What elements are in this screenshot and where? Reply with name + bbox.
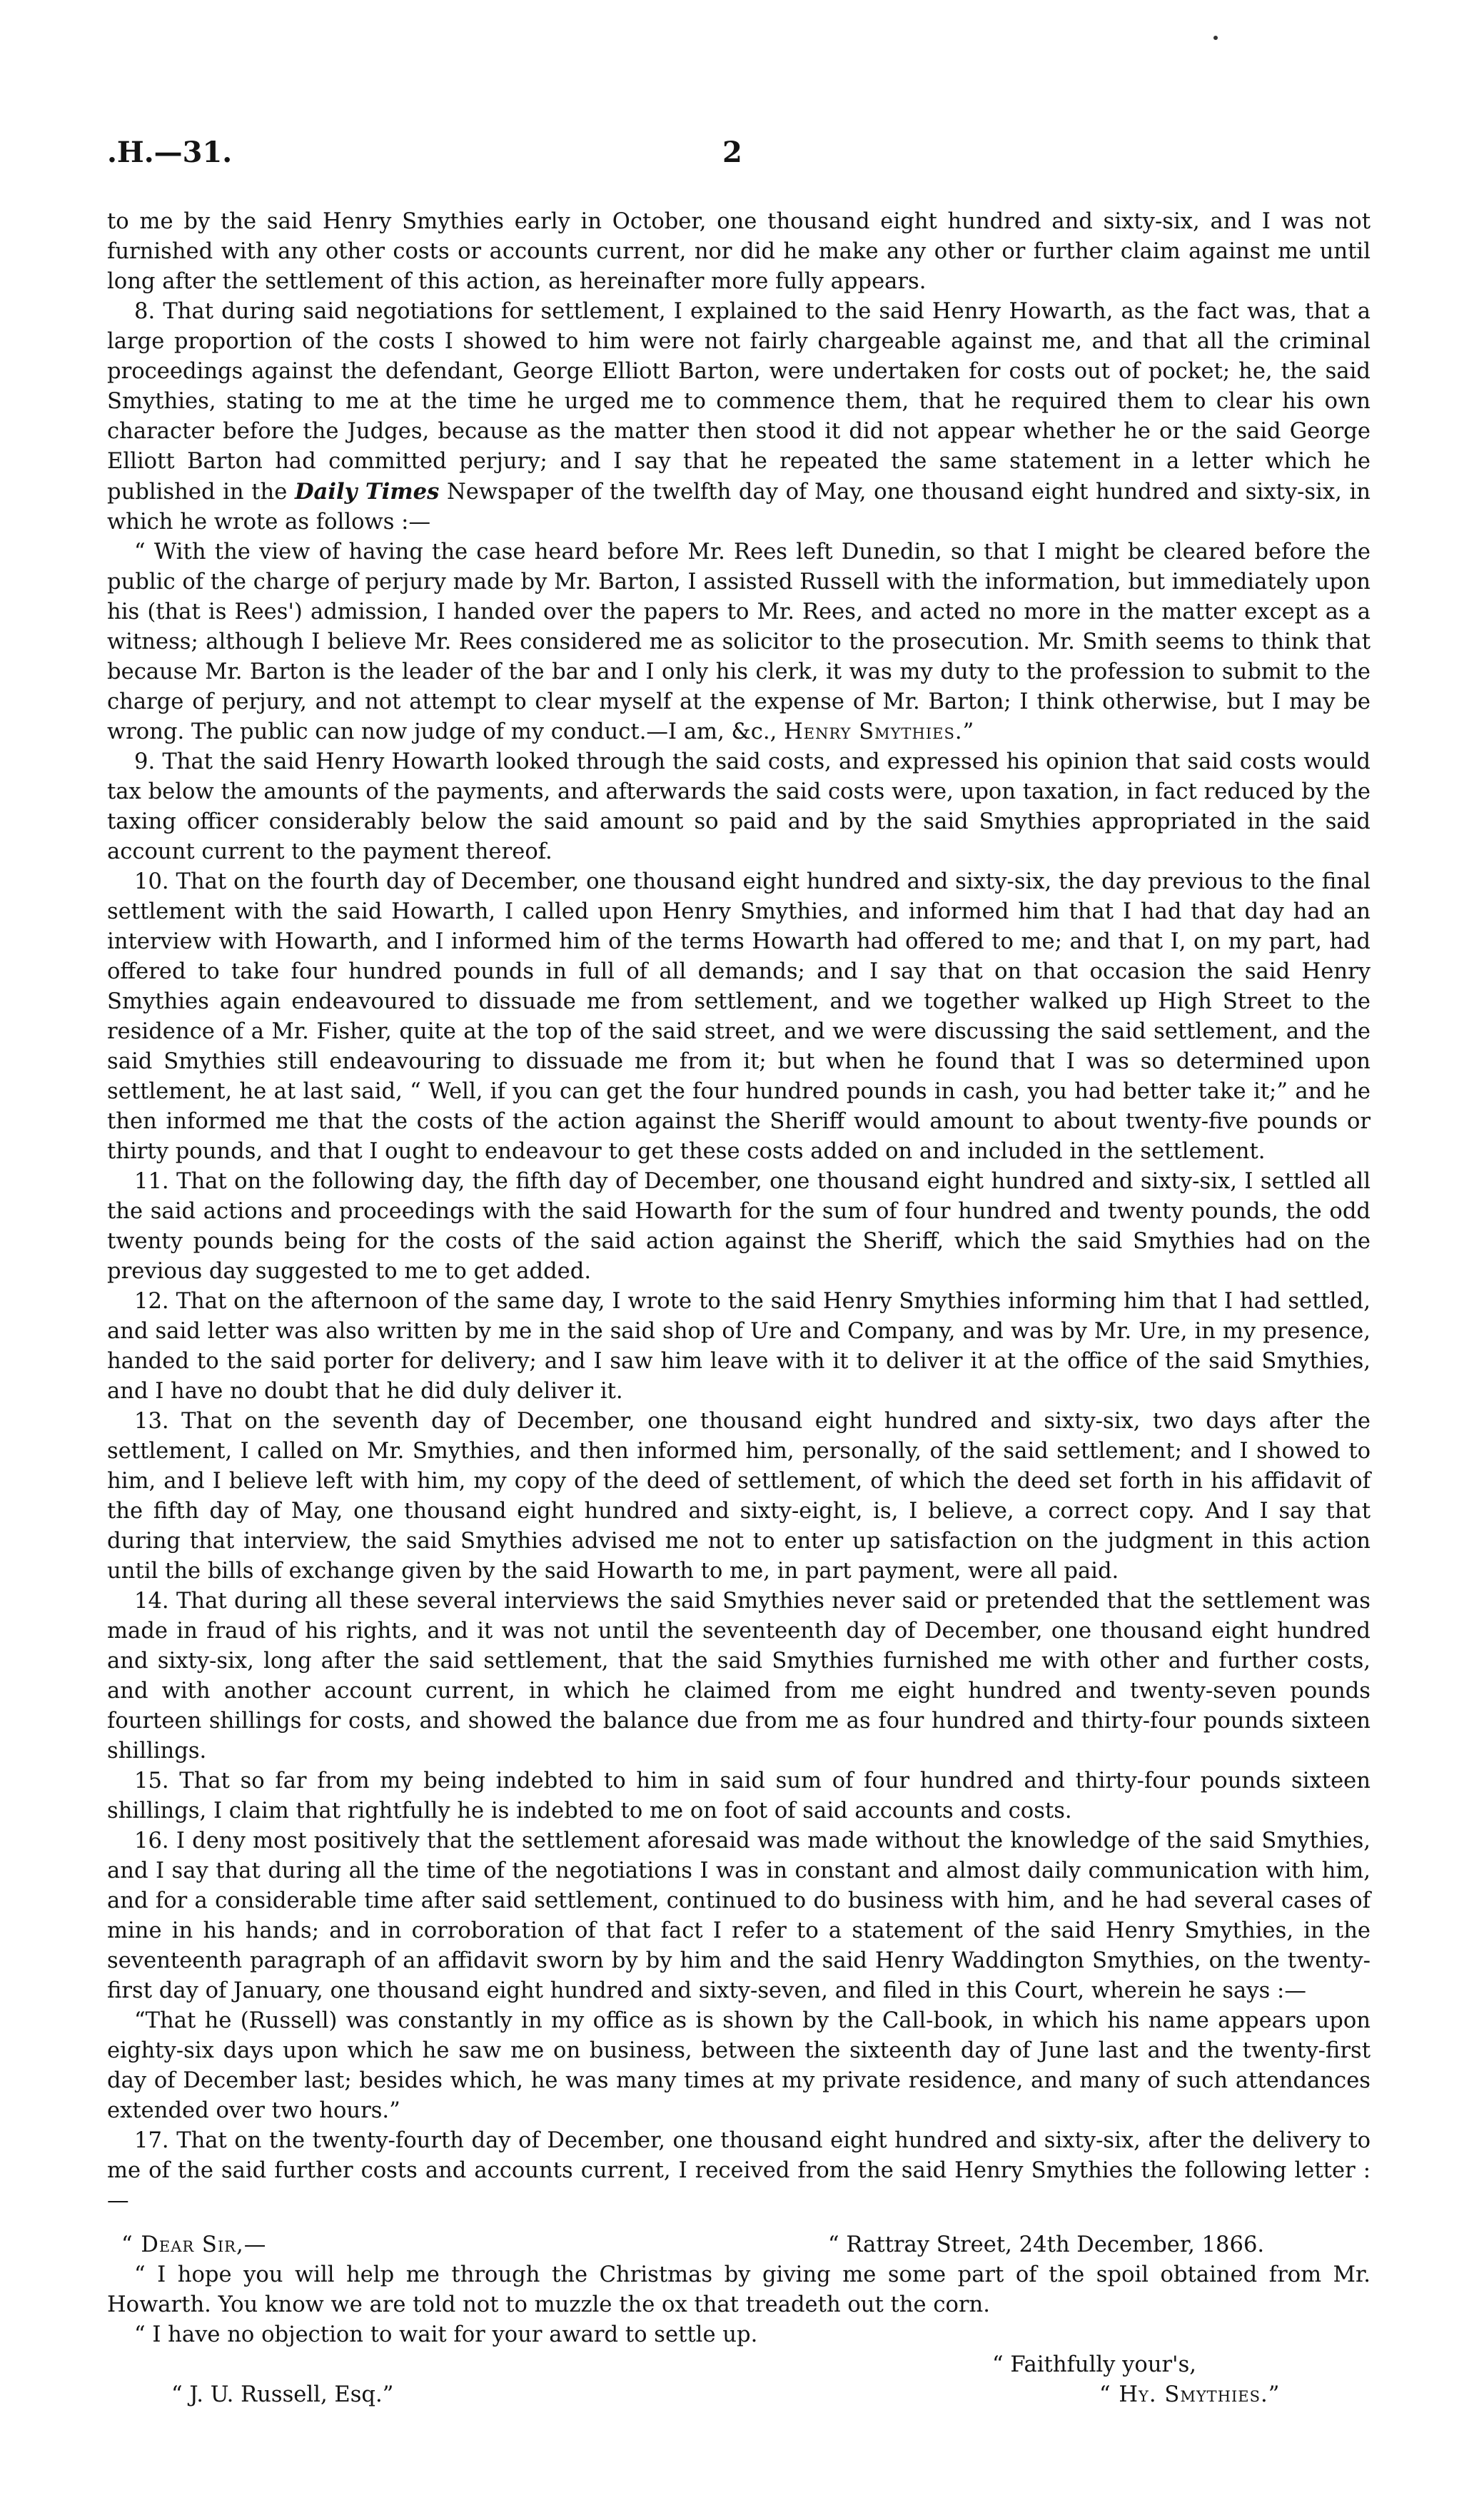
newspaper-quote-text: “ With the view of having the case heard before Mr. Rees left Dunedin, so that I might be cleared before the public of the charge of perjury made by Mr. Barton, I assisted Russell with the information, but immediately upon his (that is Rees') admission, I handed over the papers to Mr. Rees, and acted no more in the matter except as a witness; although I believe Mr. Rees considered me as solicitor to the prosecution. Mr. Smith seems to think that because Mr. Barton is the leader of the bar and I only his clerk, it was my duty to the profession to submit to the charge of perjury, and not attempt to clear myself at the expense of Mr. Barton; I think otherwise, but I may be wrong. The public can now judge of my conduct.—I am, &c., [107, 540, 1371, 744]
page-number: 2 [722, 136, 742, 169]
body-text [107, 207, 1371, 2410]
letter-salutation: “ Dear Sir,— [121, 2232, 267, 2257]
quote-signature: Henry Smythies.” [784, 719, 975, 744]
paragraph-12: 12. That on the afternoon of the same day, I wrote to the said Henry Smythies informing him that I had settled, and said letter was also written by me in the said shop of Ure and Company, and was by Mr. Ure, in my presence, handed to the said porter for delivery; and I saw him leave with it to deliver it at the office of the said Smythies, and I have no doubt that he did duly deliver it. [107, 1289, 1371, 1404]
scan-speck [1213, 36, 1218, 40]
paragraph-17: 17. That on the twenty-fourth day of December, one thousand eight hundred and sixty-six, after the delivery to me of the said further costs and accounts current, I received from the said Henry Smythies the following letter :— [107, 2128, 1371, 2213]
paragraph-14: 14. That during all these several interviews the said Smythies never said or pretended that the settlement was made in fraud of his rights, and it was not until the seventeenth day of December, one thousand eight hundred and sixty-six, long after the said settlement, that the said Smythies furnished me with other and further costs, and with another account current, in which he claimed from me eight hundred and twenty-seven pounds fourteen shillings for costs, and showed the balance due from me as four hundred and thirty-four pounds sixteen shillings. [107, 1589, 1371, 1764]
page-header [107, 136, 1371, 186]
letter-body-1: “ I hope you will help me through the Christmas by giving me some part of the spoil obtained from Mr. Howarth. You know we are told not to muzzle the ox that treadeth out the corn. [107, 2262, 1371, 2317]
paragraph-11: 11. That on the following day, the fifth day of December, one thousand eight hundred and sixty-six, I settled all the said actions and proceedings with the said Howarth for the sum of four hundred and twenty pounds, the odd twenty pounds being for the costs of the said action against the Sheriff, which the said Smythies had on the previous day suggested to me to get added. [107, 1169, 1371, 1284]
paragraph-8-text: 8. That during said negotiations for settlement, I explained to the said Henry Howarth, as the fact was, that a large proportion of the costs I showed to him were not fairly chargeable against me, and that all the criminal proceedings against the defendant, George Elliott Barton, were undertaken for costs out of pocket; he, the said Smythies, stating to me at the time he urged me to commence them, that he required them to clear his own character before the Judges, because as the matter then stood it did not appear whether he or the said George Elliott Barton had committed perjury; and I say that he repeated the same statement in a letter which he published in the [107, 299, 1371, 505]
newspaper-title: Daily Times [295, 479, 440, 505]
paragraph-16: 16. I deny most positively that the settlement aforesaid was made without the knowledge of the said Smythies, and I say that during all the time of the negotiations I was in constant and almost daily communication with him, and for a considerable time after said settlement, continued to do business with him, and he had several cases of mine in his hands; and in corroboration of that fact I refer to a statement of the said Henry Smythies, in the seventeenth paragraph of an affidavit sworn by by him and the said Henry Waddington Smythies, on the twenty-first day of January, one thousand eight hundred and sixty-seven, and filed in this Court, wherein he says :— [107, 1828, 1371, 2003]
paragraph-8-tail: Newspaper of the twelfth day of May, one thousand eight hundred and sixty-six, in which he wrote as follows :— [107, 480, 1371, 535]
document-reference: .H.—31. [107, 136, 233, 169]
letter-address-date: “ Rattray Street, 24th December, 1866. [828, 2232, 1265, 2257]
paragraph-15: 15. That so far from my being indebted to him in said sum of four hundred and thirty-four pounds sixteen shillings, I claim that rightfully he is indebted to me on foot of said accounts and costs. [107, 1768, 1371, 1823]
paragraph-continuation: to me by the said Henry Smythies early in October, one thousand eight hundred and sixty-six, and I was not furnished with any other costs or accounts current, nor did he make any other or further claim against me until long after the settlement of this action, as hereinafter more fully appears. [107, 209, 1371, 294]
letter-signature: “ Hy. Smythies.” [1099, 2382, 1281, 2407]
letter-closing: “ Faithfully your's, [992, 2352, 1197, 2377]
paragraph-8 [107, 297, 1371, 537]
letter-signoff [107, 2350, 1371, 2410]
affidavit-quote: “That he (Russell) was constantly in my office as is shown by the Call-book, in which his name appears upon eighty-six days upon which he saw me on business, between the sixteenth day of June last and the twenty-first day of December last; besides which, he was many times at my private residence, and many of such attendances extended over two hours.” [107, 2008, 1371, 2123]
letter-header [107, 2230, 1371, 2260]
paragraph-13: 13. That on the seventh day of December, one thousand eight hundred and sixty-six, two days after the settlement, I called on Mr. Smythies, and then informed him, personally, of the said settlement; and I showed to him, and I believe left with him, my copy of the deed of settlement, of which the deed set forth in his affidavit of the fifth day of May, one thousand eight hundred and sixty-eight, is, I believe, a correct copy. And I say that during that interview, the said Smythies advised me not to enter up satisfaction on the judgment in this action until the bills of exchange given by the said Howarth to me, in part payment, were all paid. [107, 1409, 1371, 1584]
newspaper-quote [107, 537, 1371, 747]
paragraph-10: 10. That on the fourth day of December, one thousand eight hundred and sixty-six, the day previous to the final settlement with the said Howarth, I called upon Henry Smythies, and informed him that I had that day had an interview with Howarth, and I informed him of the terms Howarth had offered to me; and that I, on my part, had offered to take four hundred pounds in full of all demands; and I say that on that occasion the said Henry Smythies again endeavoured to dissuade me from settlement, and we together walked up High Street to the residence of a Mr. Fisher, quite at the top of the said street, and we were discussing the said settlement, and the said Smythies still endeavouring to dissuade me from it; but when he found that I was so determined upon settlement, he at last said, “ Well, if you can get the four hundred pounds in cash, you had better take it;” and he then informed me that the costs of the action against the Sheriff would amount to about twenty-five pounds or thirty pounds, and that I ought to endeavour to get these costs added on and included in the settlement. [107, 869, 1371, 1164]
letter-body-2: “ I have no objection to wait for your award to settle up. [134, 2322, 758, 2347]
letter-addressee: “ J. U. Russell, Esq.” [171, 2382, 394, 2407]
paragraph-9: 9. That the said Henry Howarth looked through the said costs, and expressed his opinion that said costs would tax below the amounts of the payments, and afterwards the said costs were, upon taxation, in fact reduced by the taxing officer considerably below the said amount so paid and by the said Smythies appropriated in the said account current to the payment thereof. [107, 749, 1371, 864]
